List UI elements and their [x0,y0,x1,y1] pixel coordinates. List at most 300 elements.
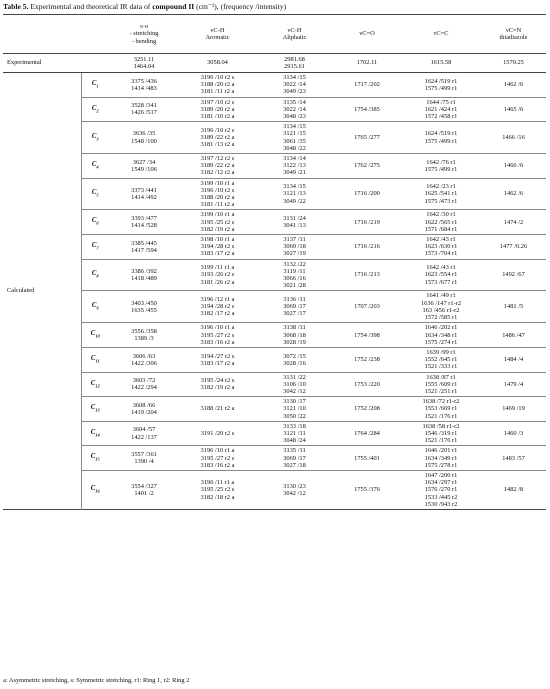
cell-line: 1389 /3 [134,335,154,343]
experimental-cell [481,54,546,73]
cell-line: 1755 /376 [354,486,380,494]
conformer-index: 2 [96,107,99,113]
table-cell [333,259,401,291]
cell-line: 3049 /21 [283,169,306,177]
cell-line: 3196 /10 r2 s [200,186,235,194]
cell-line: 1484 /4 [503,356,524,364]
cell-line: 1462 /6 [503,81,524,89]
cell-line: 3196 /12 r1 a [200,296,235,304]
cell-line: 1533 /445 r2 [424,493,458,501]
table-cell [333,470,401,509]
table-cell [401,470,481,509]
caption-label: Table 5. [3,2,29,11]
conformer-letter: $C_2$ [91,104,99,113]
table-cell [179,421,256,446]
cell-line: 3042 /12 [283,387,306,395]
conformer-letter: $C_1$ [91,80,99,89]
header-line: Aliphatic [282,34,307,41]
conformer-label [81,446,109,471]
cell-line: 1638 /87 r1 [426,373,456,381]
cell-line: 1575 /274 r1 [424,338,458,346]
experimental-blank [81,54,109,73]
table-cell [481,235,546,260]
cell-line: 3048 /22 [283,144,306,152]
table-row [3,73,546,98]
cell-line: 3196 /10 r2 s [200,74,235,81]
cell-line: 3181 /26 r2 a [200,278,235,286]
table-cell [179,291,256,323]
cell-line: 1571 /684 r1 [424,225,458,233]
table-cell [401,372,481,397]
table-cell [333,122,401,154]
table-cell [401,210,481,235]
cell-line: 3196 /10 r1 a [200,324,235,332]
cell-line: 3393 /477 [131,215,157,223]
cell-line: 1572 /585 r1 [424,314,458,322]
cell-line: 1530 /943 r2 [424,500,458,508]
table-cell [401,73,481,98]
cell-line: 1575 /278 r1 [424,461,458,469]
cell-line: 3373 /441 [131,186,157,194]
conformer-letter: $C_{13}$ [90,404,100,413]
header-col-3 [256,15,333,54]
conformer-letter: $C_{16}$ [90,485,100,494]
cell-line: 3195 /24 r2 s [200,377,235,385]
cell-line: 3022 /14 [283,105,306,113]
cell-line: 3134 /15 [283,74,306,81]
caption-text-b: (cm⁻¹), (frequency /intensity) [194,2,287,11]
conformer-label [81,235,109,260]
cell-line: 1634 /297 r1 [424,479,458,487]
table-cell [256,347,333,372]
cell-line: 1479 /4 [503,380,524,388]
table-row [3,122,546,154]
cell-line: 1621 /424 r1 [424,105,458,113]
cell-line: 3189 /22 r2 a [200,134,235,142]
calculated-label: Calculated [3,73,81,510]
cell-line: 3188 /21 r2 a [200,405,235,413]
table-cell [333,372,401,397]
cell-line: 3021 /28 [283,282,306,290]
cell-line: 1638 /72 r1-r2 [422,398,460,406]
cell-line: 3603 /72 [132,377,156,385]
conformer-letter: $C_{11}$ [90,354,100,364]
conformer-label [81,122,109,154]
cell-line: 3403 /450 [131,299,157,307]
cell-line: 1486 /47 [502,331,525,339]
table-cell [481,259,546,291]
cell-line: 3181 /10 r2 a [200,113,235,121]
cell-line: 1716 /200 [354,190,380,198]
cell-line: 3131 /22 [283,373,306,381]
cell-line: 3182 /17 r2 a [200,310,235,318]
cell-line: 1521 /176 r1 [424,412,458,420]
cell-line: 1422 /294 [131,384,157,392]
cell-line: 1417 /594 [131,246,157,254]
table-cell [179,210,256,235]
table-cell [179,470,256,509]
cell-line: 3195 /27 r2 s [200,331,235,339]
conformer-label [81,178,109,210]
table-cell [179,235,256,260]
header-line: thiadiazole [499,34,528,41]
cell-line: 3188 /20 r2 a [200,194,235,202]
cell-line: 1466 /6 [503,162,524,170]
table-cell [333,235,401,260]
cell-line: 1414 /492 [131,194,157,202]
table-cell [401,347,481,372]
conformer-index: 11 [95,358,100,364]
cell-line: 1548 /100 [131,137,157,145]
experimental-cell [179,54,256,73]
cell-line: 3195 /25 r2 s [200,218,235,226]
cell-line: 3048 /23 [283,113,306,121]
table-cell [109,97,179,122]
cell-line: 3188 /20 r2 a [200,81,235,89]
table-cell [333,323,401,348]
cell-line: 3068 /18 [283,331,306,339]
table-cell [481,178,546,210]
table-cell [401,323,481,348]
cell-line: 1624 /519 r1 [424,130,458,138]
cell-line: 1717 /202 [354,81,380,89]
experimental-cell [256,54,333,73]
cell-line: 3604 /57 [132,426,156,434]
table-cell [481,372,546,397]
table-cell [109,446,179,471]
conformer-label [81,470,109,509]
conformer-letter: $C_9$ [91,302,99,311]
cell-line: 3048 /24 [283,437,306,445]
table-cell [179,73,256,98]
cell-line: 3181 /11 r2 a [200,88,235,96]
cell-line: 1752 /238 [354,356,380,364]
table-row [3,210,546,235]
cell-line: 1644 /75 r1 [426,98,456,106]
cell-line: 3022 /14 [283,81,306,89]
cell-line: 3181 /11 r2 a [200,201,235,209]
cell-line: 3069 /17 [283,303,306,311]
cell-line: 3194 /28 r2 s [200,243,235,251]
conformer-index: 9 [96,305,99,311]
cell-line: 1646 /202 r1 [424,324,458,332]
table-cell [256,178,333,210]
cell-line: 1642 /76 r1 [426,158,456,166]
conformer-index: 4 [96,164,99,170]
cell-line: 3132 /22 [283,260,306,268]
cell-line: 3121 /10 [283,405,306,413]
cell-line: 1707 /203 [354,303,380,311]
table-cell [401,397,481,422]
cell-line: 1521 /251 r1 [424,387,458,395]
cell-line: 3122 /13 [283,162,306,170]
table-cell [109,73,179,98]
table-caption [3,2,286,11]
cell-line: 1572 /458 r1 [424,113,458,121]
cell-line: 3606 /63 [132,352,156,360]
table-cell [179,259,256,291]
header-line: νC-H [287,26,302,34]
table-row [3,372,546,397]
ir-data-table [3,14,546,510]
cell-line: 1575 /473 r1 [424,197,458,205]
table-cell [401,122,481,154]
cell-line: 1390 /4 [134,458,154,466]
table-body [3,54,546,510]
cell-line: 3049 /23 [283,88,306,96]
header-sub: N-H [139,24,149,30]
cell-line: 3182 /19 r2 a [200,225,235,233]
table-cell [256,372,333,397]
cell-line: 3608 /66 [132,401,156,409]
cell-line: 1642 /23 r1 [426,183,456,191]
header-line: - stretching [129,30,159,38]
cell-line: 1414 /483 [131,84,157,92]
header-line: νC=O [359,30,375,38]
cell-line: 163 /456 r1-r2 [422,306,460,314]
cell-line: 1464.04 [133,63,155,70]
table-row [3,470,546,509]
table-cell [109,210,179,235]
cell-line: 1549 /106 [131,165,157,173]
conformer-letter: $C_7$ [91,242,99,251]
cell-line: 3069 /18 [283,243,306,251]
table-row [3,397,546,422]
table-cell [109,372,179,397]
cell-line: 3193 /26 r2 s [200,271,235,279]
cell-line: 3554 /327 [131,482,157,490]
conformer-index: 6 [96,220,99,226]
cell-line: 3199 /11 r1 a [200,264,235,272]
cell-line: 3049 /22 [283,197,306,205]
cell-line: 3135 /14 [283,98,306,106]
cell-line: 1466 /16 [502,134,525,142]
cell-line: 1755 /401 [354,454,380,462]
table-cell [109,291,179,323]
cell-line: 3191 /20 r2 s [200,429,235,437]
table-row [3,421,546,446]
table-cell [256,210,333,235]
table-cell [333,178,401,210]
table-cell [256,291,333,323]
cell-line: 1752 /208 [354,405,380,413]
cell-line: 3183 /17 r2 a [200,250,235,258]
conformer-index: 5 [96,192,99,198]
cell-line: 1639 /99 r1 [426,348,456,356]
experimental-label: Experimental [3,54,81,73]
cell-line: 1492 /67 [502,271,525,279]
cell-line: 1647 /200 r1 [424,471,458,479]
cell-line: 1401 /2 [134,489,154,497]
table-cell [481,323,546,348]
cell-line: 1642 /43 r1 [426,236,456,244]
caption-text-a: Experimental and theoretical IR data of [28,2,153,11]
cell-line: 1521 /176 r1 [424,437,458,445]
table-cell [179,97,256,122]
cell-line: 3138 /11 [283,324,306,332]
table-cell [256,122,333,154]
cell-line: 3375 /436 [131,77,157,85]
cell-line: 1623 /630 r1 [424,243,458,251]
cell-line: 1635 /455 [131,306,157,314]
conformer-letter: $C_{15}$ [90,453,100,462]
cell-line: 3182 /19 r2 a [200,384,235,392]
cell-line: 3182 /12 r2 a [200,169,235,177]
cell-line: 1483 /57 [502,454,525,462]
experimental-row [3,54,546,73]
cell-line: 1753 /220 [354,380,380,388]
header-line: Aromatic [205,34,230,41]
table-cell [179,154,256,179]
table-cell [481,421,546,446]
cell-line: 3183 /16 r2 a [200,461,235,469]
table-cell [401,421,481,446]
table-row [3,291,546,323]
table-cell [401,178,481,210]
table-cell [109,235,179,260]
header-blank [3,15,81,54]
cell-line: 3195 /25 r2 s [200,486,235,494]
cell-line: 3556 /358 [131,327,157,335]
cell-line: 3027 /18 [283,461,306,469]
cell-line: 3119 /11 [283,267,306,275]
conformer-label [81,397,109,422]
table-cell [481,446,546,471]
cell-line: 3386 /392 [131,267,157,275]
cell-line: 1553 /669 r1 [424,405,458,413]
cell-line: 1646 /201 r1 [424,447,458,455]
cell-line: 1764 /284 [354,429,380,437]
table-cell [401,235,481,260]
cell-line: 3197 /12 r2 s [200,155,235,163]
cell-line: 1641 /49 r1 [426,292,456,300]
table-cell [401,97,481,122]
header-col-4 [333,15,401,54]
cell-line: 3121 /15 [283,130,306,138]
table-row [3,178,546,210]
header-col-2 [179,15,256,54]
table-cell [256,446,333,471]
cell-line: 1426 /517 [131,109,157,117]
cell-line: 3050 /22 [283,412,306,420]
table-cell [109,154,179,179]
cell-line: 3135 /11 [283,447,306,455]
cell-line: 3194 /27 r2 s [200,352,235,360]
cell-line: 1477 /0.26 [499,243,528,251]
cell-line: 3198 /10 r1 a [200,236,235,244]
conformer-letter: $C_4$ [91,161,99,170]
table-cell [333,154,401,179]
table-cell [333,397,401,422]
cell-line: 3121 /13 [283,190,306,198]
table-cell [109,323,179,348]
table-cell [109,421,179,446]
cell-line: 1422 /137 [131,433,157,441]
cell-line: 3189 /20 r2 a [200,105,235,113]
table-cell [256,470,333,509]
table-cell [333,73,401,98]
table-cell [481,122,546,154]
table-row [3,97,546,122]
header-line: νC=C [433,30,449,38]
cell-line: 3130 /23 [283,482,306,490]
conformer-label [81,73,109,98]
cell-line: 3199 /10 r1 a [200,179,235,187]
table-cell [179,446,256,471]
cell-line: 3627 /34 [132,158,156,166]
cell-line: 3042 /12 [283,489,306,497]
header-line: νC-H [210,26,225,34]
conformer-label [81,347,109,372]
cell-line: 1575 /499 r1 [424,165,458,173]
cell-line: 3027 /19 [283,250,306,258]
cell-line: 3027 /17 [283,310,306,318]
cell-line: 1642 /43 r1 [426,264,456,272]
conformer-index: 13 [95,407,100,413]
table-cell [256,154,333,179]
cell-line: 1469 /19 [502,405,525,413]
cell-line: 1575 /499 r1 [424,137,458,145]
cell-line: 1418 /489 [131,275,157,283]
conformer-index: 16 [95,488,100,494]
table-cell [256,397,333,422]
cell-line: 3196 /10 r1 a [200,447,235,455]
cell-line: 1414 /528 [131,222,157,230]
cell-line: 1482 /8 [503,486,524,494]
table-cell [109,178,179,210]
table-header [3,15,546,54]
table-cell [179,122,256,154]
conformer-letter: $C_{14}$ [90,428,100,438]
table-row [3,323,546,348]
cell-line: 3183 /16 r2 a [200,338,235,346]
cell-line: 1702.11 [356,59,378,67]
header-col-1 [109,15,179,54]
caption-compound: compound II [152,2,195,11]
conformer-index: 7 [96,245,99,251]
conformer-label [81,154,109,179]
table-cell [481,73,546,98]
conformer-label [81,421,109,446]
table-cell [333,97,401,122]
conformer-label [81,259,109,291]
cell-line: 1615.58 [430,59,452,67]
cell-line: 3199 /10 r1 a [200,211,235,219]
table-cell [179,323,256,348]
table-row [3,235,546,260]
table-cell [109,259,179,291]
cell-line: 1754 /385 [354,105,380,113]
table-cell [179,397,256,422]
table-cell [401,291,481,323]
cell-line: 1460 /3 [503,429,524,437]
header-col-5 [401,15,481,54]
table-cell [481,291,546,323]
cell-line: 1573 /704 r1 [424,250,458,258]
cell-line: 3181 /13 r2 a [200,141,235,149]
cell-line: 3069 /17 [283,454,306,462]
cell-line: 1624 /519 r1 [424,77,458,85]
cell-line: 1462 /6 [503,190,524,198]
conformer-label [81,291,109,323]
table-cell [481,97,546,122]
conformer-index: 1 [96,83,99,89]
cell-line: 1716 /216 [354,243,380,251]
cell-line: 1622 /565 r1 [424,218,458,226]
table-cell [256,235,333,260]
cell-line: 3189 /22 r2 a [200,162,235,170]
cell-line: 3066 /16 [283,275,306,283]
